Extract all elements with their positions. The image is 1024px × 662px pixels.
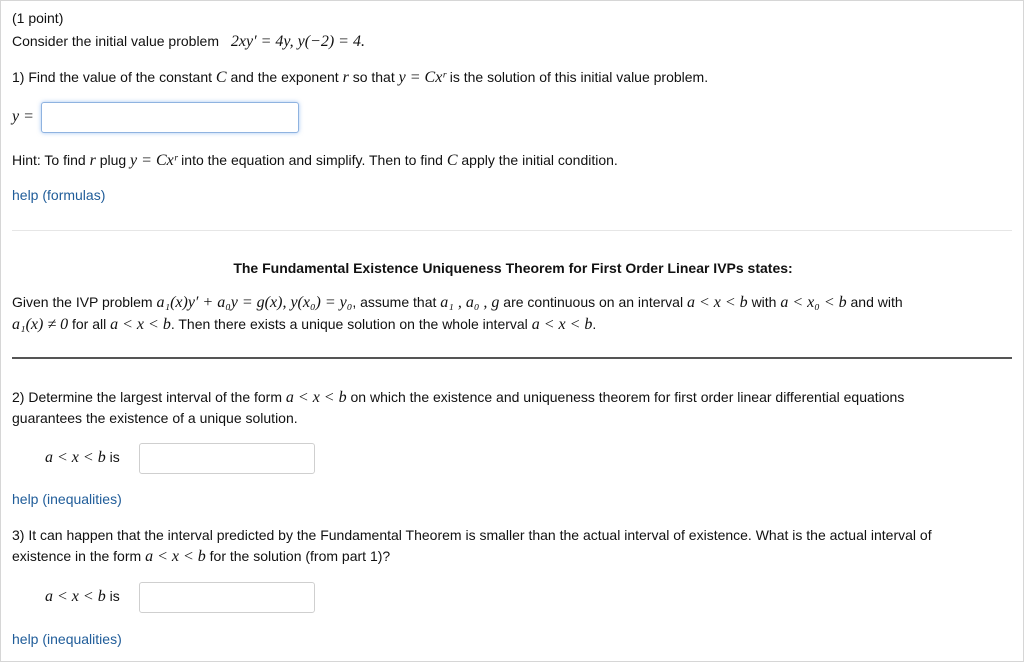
part1-answer-field[interactable] (41, 102, 299, 133)
part1-r: r (342, 69, 349, 86)
theorem-l1-int: a < x < b (686, 294, 748, 311)
theorem-divider (12, 357, 1012, 359)
theorem-l2-b: . Then there exists a unique solution on the whole interval (170, 316, 528, 332)
problem-equation: 2xy′ = 4y, y(−2) = 4. (230, 33, 365, 50)
theorem-l1-eq: a₁(x)y′ + a₀y = g(x), y(x₀) = y₀ (156, 294, 353, 311)
part2-l1-b: on which the existence and uniqueness theorem for first order linear differential equations (350, 389, 905, 405)
problem-intro: Consider the initial value problem (12, 33, 219, 49)
points-label: (1 point) (12, 10, 64, 26)
hint-a: Hint: To find (12, 152, 86, 168)
part1-prompt-d: is the solution of this initial value problem. (449, 69, 709, 85)
theorem-l1-vars: a₁ , a₀ , g (440, 294, 500, 311)
theorem-title: The Fundamental Existence Uniqueness Theorem for First Order Linear IVPs states: (233, 260, 793, 276)
hint-form: y = Cxʳ (130, 152, 178, 169)
part2-answer-field[interactable] (139, 443, 315, 474)
part3-answer-label (45, 588, 120, 606)
theorem-l1-a: Given the IVP problem (12, 294, 153, 310)
theorem-l1-d: with (751, 294, 777, 310)
part2-prompt-line-2: guarantees the existence of a unique solution. (12, 410, 298, 426)
part1-prompt-a: 1) Find the value of the constant (12, 69, 213, 85)
part2-answer-label (45, 449, 120, 467)
part1-answer-input[interactable] (42, 103, 298, 132)
theorem-l1-c: are continuous on an interval (503, 294, 684, 310)
part3-answer-is: is (109, 588, 120, 604)
part2-answer-math: a < x < b (45, 449, 106, 466)
theorem-l1-e: and with (850, 294, 903, 310)
hint-C: C (446, 152, 458, 169)
theorem-line-1 (12, 294, 903, 312)
part3-l2-b: for the solution (from part 1)? (209, 548, 391, 564)
theorem-l2-int2: a < x < b (531, 316, 593, 333)
part3-prompt-line-2 (12, 548, 390, 566)
theorem-l1-b: , assume that (352, 294, 437, 310)
hint-d: apply the initial condition. (461, 152, 618, 168)
theorem-l2-int: a < x < b (110, 316, 171, 333)
help-inequalities-link-2[interactable]: help (inequalities) (12, 631, 122, 647)
part2-l1-int: a < x < b (285, 389, 347, 406)
part3-l2-a: existence in the form (12, 548, 142, 564)
help-formulas-link[interactable]: help (formulas) (12, 187, 106, 203)
theorem-l2-cond: a₁(x) ≠ 0 (12, 316, 69, 333)
part1-answer-label: y = (12, 108, 34, 125)
theorem-l2-a: for all (72, 316, 107, 332)
part2-l1-a: 2) Determine the largest interval of the form (12, 389, 283, 405)
hint-c: into the equation and simplify. Then to find (181, 152, 443, 168)
part1-prompt-c: so that (352, 69, 395, 85)
part2-prompt-line-1 (12, 389, 904, 407)
theorem-line-2 (12, 316, 596, 334)
part3-answer-input[interactable] (140, 583, 314, 612)
part3-prompt-line-1: 3) It can happen that the interval predicted by the Fundamental Theorem is smaller than the actual interval of existence. What is the actual interval of (12, 527, 932, 543)
theorem-l1-int2: a < x₀ < b (780, 294, 847, 311)
help-inequalities-link-1[interactable]: help (inequalities) (12, 491, 122, 507)
part1-prompt (12, 69, 708, 87)
part2-answer-is: is (109, 449, 120, 465)
part1-hint (12, 152, 618, 170)
hint-b: plug (99, 152, 127, 168)
part2-answer-input[interactable] (140, 444, 314, 473)
part1-form: y = Cxʳ (398, 69, 446, 86)
part3-l2-int: a < x < b (145, 548, 206, 565)
section-divider (12, 230, 1012, 231)
problem-statement (12, 33, 365, 51)
part3-answer-math: a < x < b (45, 588, 106, 605)
part1-prompt-b: and the exponent (230, 69, 339, 85)
theorem-l2-c: . (592, 316, 597, 332)
part1-C: C (215, 69, 227, 86)
hint-r: r (89, 152, 96, 169)
part3-answer-field[interactable] (139, 582, 315, 613)
